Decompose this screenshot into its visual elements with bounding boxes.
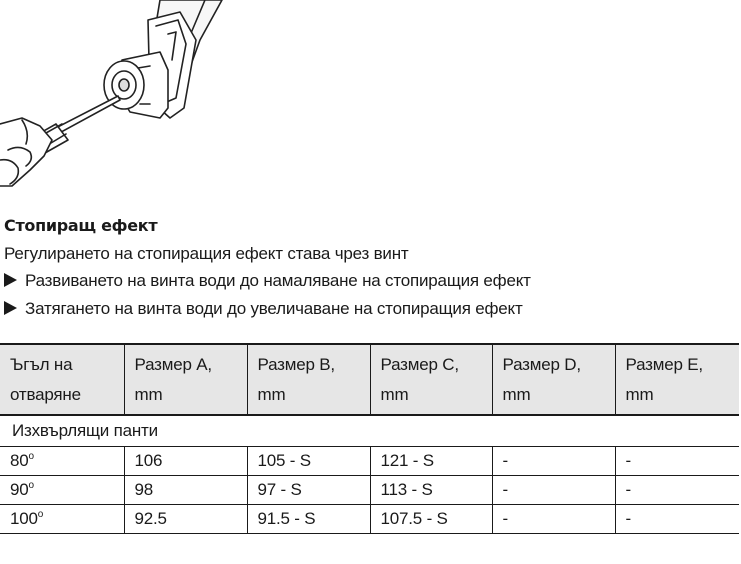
cell-e: - — [615, 505, 739, 534]
cell-e: - — [615, 447, 739, 476]
cell-d: - — [492, 476, 615, 505]
cell-b: 97 - S — [247, 476, 370, 505]
triangle-bullet-icon — [4, 273, 17, 287]
cell-angle: 100$^o$ — [0, 505, 124, 534]
table-row — [0, 476, 739, 505]
header-size-b: Размер B, mm — [247, 344, 370, 415]
header-size-c: Размер C, mm — [370, 344, 492, 415]
cell-angle: 90$^o$ — [0, 476, 124, 505]
bullet-text: Затягането на винта води до увеличаване на стопиращия ефект — [25, 299, 523, 318]
screwdriver-adjustment-illustration — [0, 0, 260, 200]
table-group-row — [0, 415, 739, 447]
bullet-text: Развиването на винта води до намаляване на стопиращия ефект — [25, 271, 531, 290]
header-angle: Ъгъл на отваряне — [0, 344, 124, 415]
cell-b: 105 - S — [247, 447, 370, 476]
cell-e: - — [615, 476, 739, 505]
table-row — [0, 505, 739, 534]
header-size-d: Размер D, mm — [492, 344, 615, 415]
triangle-bullet-icon — [4, 301, 17, 315]
table-header-row — [0, 344, 739, 415]
cell-d: - — [492, 505, 615, 534]
cell-c: 113 - S — [370, 476, 492, 505]
cell-b: 91.5 - S — [247, 505, 370, 534]
table-row — [0, 447, 739, 476]
dimensions-table — [0, 343, 739, 534]
group-label: Изхвърлящи панти — [0, 415, 739, 447]
cell-a: 92.5 — [124, 505, 247, 534]
cell-d: - — [492, 447, 615, 476]
bullet-item — [4, 299, 523, 319]
cell-a: 98 — [124, 476, 247, 505]
cell-c: 107.5 - S — [370, 505, 492, 534]
cell-c: 121 - S — [370, 447, 492, 476]
cell-angle: 80$^o$ — [0, 447, 124, 476]
description-text: Регулирането на стопиращия ефект става чрез винт — [4, 244, 409, 263]
cell-a: 106 — [124, 447, 247, 476]
header-size-e: Размер E, mm — [615, 344, 739, 415]
section-heading: Стопиращ ефект — [4, 216, 158, 235]
header-size-a: Размер A, mm — [124, 344, 247, 415]
bullet-item — [4, 271, 531, 291]
